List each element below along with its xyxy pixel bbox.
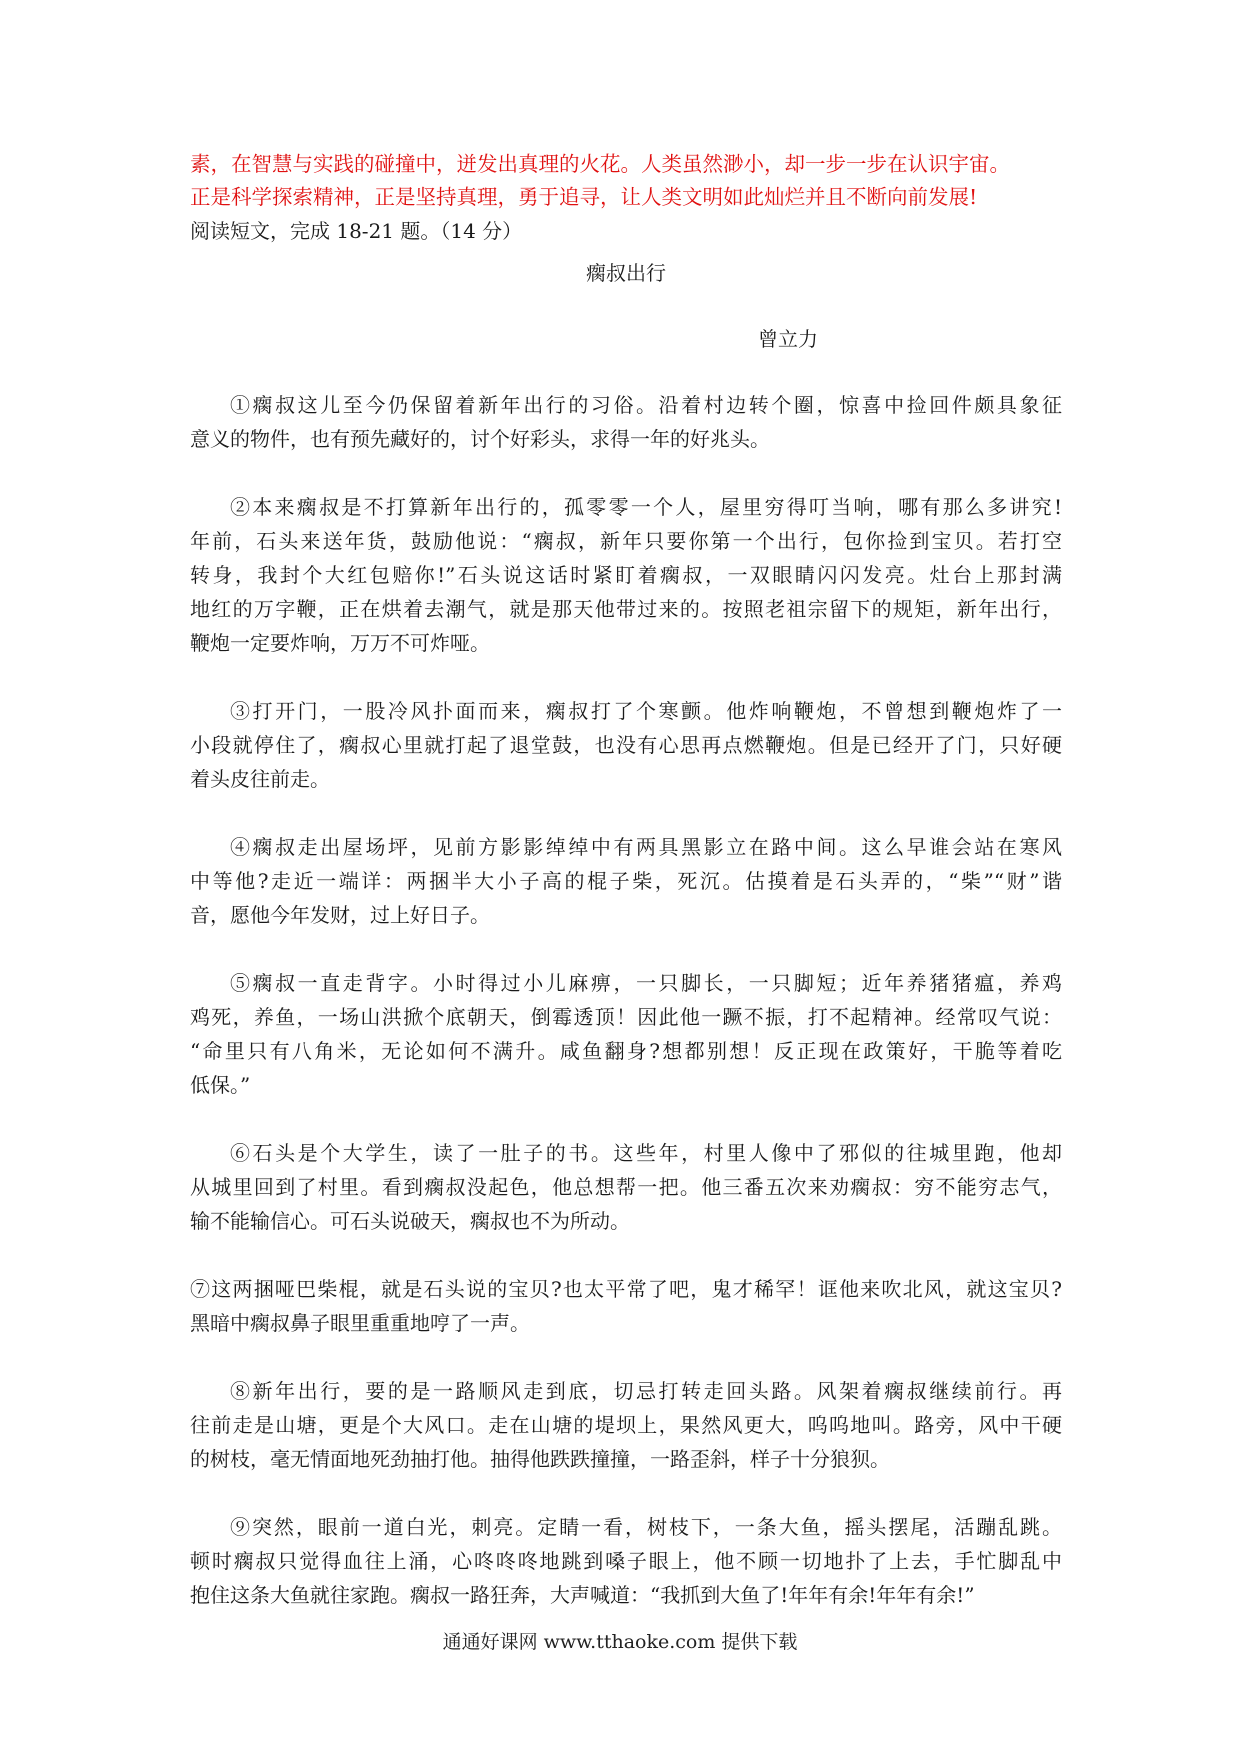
article-author: 曾立力: [758, 327, 818, 351]
paragraph-line: 转身，我封个大红包赔你!”石头说这话时紧盯着瘸叔，一双眼睛闪闪发亮。灶台上那封满: [190, 563, 1062, 587]
article-paragraph-7: [190, 1272, 1062, 1340]
page-footer: 通通好课网 www.tthaoke.com 提供下载: [442, 1631, 798, 1653]
page-content: [190, 148, 1062, 1612]
paragraph-line: 小段就停住了，瘸叔心里就打起了退堂鼓，也没有心思再点燃鞭炮。但是已经开了门，只好硬: [190, 733, 1062, 757]
article-paragraph-3: [190, 694, 1062, 796]
paragraph-line: ⑦这两捆哑巴柴棍，就是石头说的宝贝?也太平常了吧，鬼才稀罕！诓他来吹北风，就这宝贝?: [190, 1277, 1062, 1301]
paragraph-line: 地红的万字鞭，正在烘着去潮气，就是那天他带过来的。按照老祖宗留下的规矩，新年出行，: [190, 597, 1062, 621]
paragraph-line: ④瘸叔走出屋场坪，见前方影影绰绰中有两具黑影立在路中间。这么早谁会站在寒风: [230, 835, 1062, 859]
paragraph-line: 着头皮往前走。: [190, 767, 330, 791]
paragraph-line: 往前走是山塘，更是个大风口。走在山塘的堤坝上，果然风更大，呜呜地叫。路旁，风中干硬: [190, 1413, 1062, 1437]
article-paragraph-9: [190, 1510, 1062, 1612]
paragraph-line: ③打开门，一股冷风扑面而来，瘸叔打了个寒颤。他炸响鞭炮，不曾想到鞭炮炸了一: [230, 699, 1062, 723]
article-paragraph-1: [190, 388, 1062, 456]
paragraph-line: 的树枝，毫无情面地死劲抽打他。抽得他跌跌撞撞，一路歪斜，样子十分狼狈。: [190, 1447, 890, 1471]
paragraph-line: 年前，石头来送年货，鼓励他说：“瘸叔，新年只要你第一个出行，包你捡到宝贝。若打空: [190, 529, 1062, 553]
paragraph-line: 鸡死，养鱼，一场山洪掀个底朝天，倒霉透顶！因此他一蹶不振，打不起精神。经常叹气说：: [190, 1005, 1062, 1029]
paragraph-line: ⑤瘸叔一直走背字。小时得过小儿麻痹，一只脚长，一只脚短；近年养猪猪瘟，养鸡: [230, 971, 1062, 995]
article-title: 瘸叔出行: [586, 261, 666, 285]
paragraph-line: 黑暗中瘸叔鼻子眼里重重地哼了一声。: [190, 1311, 530, 1335]
paragraph-line: ⑧新年出行，要的是一路顺风走到底，切忌打转走回头路。风架着瘸叔继续前行。再: [230, 1379, 1062, 1403]
article-paragraph-4: [190, 830, 1062, 932]
paragraph-line: “命里只有八角米，无论如何不满升。咸鱼翻身?想都别想！反正现在政策好，干脆等着吃: [190, 1039, 1062, 1063]
reading-instruction: 阅读短文，完成 18-21 题。（14 分）: [190, 219, 523, 243]
article-paragraph-6: [190, 1136, 1062, 1238]
paragraph-line: ①瘸叔这儿至今仍保留着新年出行的习俗。沿着村边转个圈，惊喜中捡回件颇具象征: [230, 393, 1062, 417]
paragraph-line: ⑨突然，眼前一道白光，刺亮。定睛一看，树枝下，一条大鱼，摇头摆尾，活蹦乱跳。: [230, 1515, 1062, 1539]
paragraph-line: 中等他?走近一端详：两捆半大小子高的棍子柴，死沉。估摸着是石头弄的，“柴”“财”谐: [190, 869, 1062, 893]
paragraph-line: 输不能输信心。可石头说破天，瘸叔也不为所动。: [190, 1209, 630, 1233]
article-paragraph-8: [190, 1374, 1062, 1476]
intro-red-line-1: 素，在智慧与实践的碰撞中，迸发出真理的火花。人类虽然渺小，却一步一步在认识宇宙。: [190, 152, 1010, 176]
paragraph-line: 顿时瘸叔只觉得血往上涌，心咚咚咚地跳到嗓子眼上，他不顾一切地扑了上去，手忙脚乱中: [190, 1549, 1062, 1573]
article-body: [190, 388, 1062, 1612]
paragraph-line: 抱住这条大鱼就往家跑。瘸叔一路狂奔，大声喊道：“我抓到大鱼了!年年有余!年年有余!”: [190, 1583, 975, 1607]
paragraph-line: ⑥石头是个大学生，读了一肚子的书。这些年，村里人像中了邪似的往城里跑，他却: [230, 1141, 1062, 1165]
article-paragraph-5: [190, 966, 1062, 1102]
paragraph-line: 意义的物件，也有预先藏好的，讨个好彩头，求得一年的好兆头。: [190, 427, 770, 451]
article-paragraph-2: [190, 490, 1062, 660]
paragraph-line: 低保。”: [190, 1073, 251, 1097]
paragraph-line: 从城里回到了村里。看到瘸叔没起色，他总想帮一把。他三番五次来劝瘸叔：穷不能穷志气，: [190, 1175, 1062, 1199]
paragraph-line: ②本来瘸叔是不打算新年出行的，孤零零一个人，屋里穷得叮当响，哪有那么多讲究!: [230, 495, 1062, 519]
intro-red-line-2: 正是科学探索精神，正是坚持真理，勇于追寻，让人类文明如此灿烂并且不断向前发展!: [190, 185, 978, 209]
paragraph-line: 鞭炮一定要炸响，万万不可炸哑。: [190, 631, 490, 655]
paragraph-line: 音，愿他今年发财，过上好日子。: [190, 903, 490, 927]
